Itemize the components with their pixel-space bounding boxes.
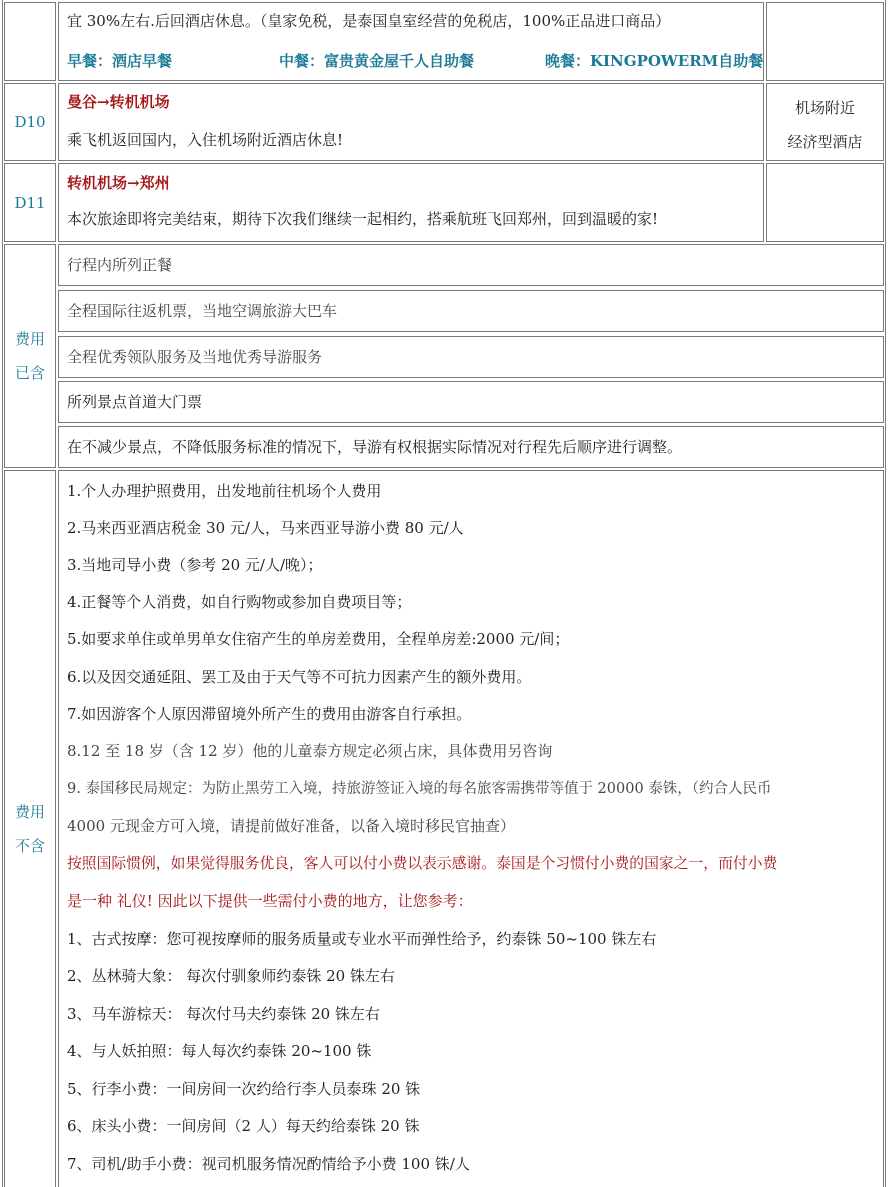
day-d11-title: 转机机场→郑州 <box>67 174 170 192</box>
excluded-item-5: 5.如要求单住或单男单女住宿产生的单房差费用，全程单房差:2000 元/间； <box>67 630 570 648</box>
row-top-hotel-cell <box>766 2 884 81</box>
excluded-item-7: 7.如因游客个人原因滞留境外所产生的费用由游客自行承担。 <box>67 705 472 723</box>
excluded-item-4: 4.正餐等个人消费，如自行购物或参加自费项目等； <box>67 593 412 611</box>
tip-item-6: 6、床头小费：一间房间（2 人）每天约给泰铢 20 铢 <box>67 1117 420 1135</box>
day-label-d10 <box>4 83 56 161</box>
day-d11-content-cell <box>58 163 764 242</box>
day-d10-hotel-cell <box>766 83 884 161</box>
day-d11-text: D11 <box>14 193 46 212</box>
row-top-text: 宜 30%左右.后回酒店休息。（皇家免税，是泰国皇室经营的免税店，100%正品进口商品） <box>67 12 671 30</box>
meal-breakfast: 早餐：酒店早餐 <box>67 52 173 70</box>
excluded-item-2: 2.马来西亚酒店税金 30 元/人，马来西亚导游小费 80 元/人 <box>67 519 464 537</box>
tip-item-3: 3、马车游棕天： 每次付马夫约泰铢 20 铢左右 <box>67 1005 380 1023</box>
day-d10-text-line: 乘飞机返回国内，入住机场附近酒店休息! <box>67 131 344 149</box>
included-label-cell <box>4 244 56 468</box>
included-item-1: 行程内所列正餐 <box>67 256 173 274</box>
tip-item-4: 4、与人妖拍照：每人每次约泰铢 20~100 铢 <box>67 1042 372 1060</box>
excluded-item-8: 8.12 至 18 岁（含 12 岁）他的儿童泰方规定必须占床，具体费用另咨询 <box>67 742 553 760</box>
tip-item-2: 2、丛林骑大象： 每次付驯象师约泰铢 20 铢左右 <box>67 967 395 985</box>
included-item-4-cell <box>58 381 884 423</box>
excluded-item-9: 9. 泰国移民局规定：为防止黑劳工入境，持旅游签证入境的每名旅客需携带等值于 20000 泰铢，（约合人民币 <box>67 781 772 797</box>
row-top-content-cell <box>58 2 764 81</box>
excluded-label-cell <box>4 470 56 1187</box>
included-item-4: 所列景点首道大门票 <box>67 393 203 411</box>
included-item-2: 全程国际往返机票，当地空调旅游大巴车 <box>67 302 338 320</box>
included-item-5: 在不减少景点，不降低服务标准的情况下，导游有权根据实际情况对行程先后顺序进行调整。 <box>67 438 683 456</box>
tip-item-7: 7、司机/助手小费：视司机服务情况酌情给予小费 100 铢/人 <box>67 1155 470 1173</box>
included-item-3: 全程优秀领队服务及当地优秀导游服务 <box>67 348 323 366</box>
excluded-item-6: 6.以及因交通延阻、罢工及由于天气等不可抗力因素产生的额外费用。 <box>67 668 532 686</box>
excluded-item-9b: 4000 元现金方可入境，请提前做好准备，以备入境时移民官抽查） <box>67 817 515 835</box>
hotel-line-2: 经济型酒店 <box>787 133 863 151</box>
excluded-label-2: 不含 <box>14 837 45 855</box>
included-item-1-cell <box>58 244 884 286</box>
included-item-3-cell <box>58 336 884 378</box>
excluded-item-3: 3.当地司导小费（参考 20 元/人/晚）； <box>67 556 323 574</box>
row-top-label-cell <box>4 2 56 81</box>
day-d11-text-line: 本次旅途即将完美结束，期待下次我们继续一起相约，搭乘航班飞回郑州，回到温暖的家! <box>67 210 659 228</box>
day-d10-content-cell <box>58 83 764 161</box>
tip-item-1: 1、古式按摩：您可视按摩师的服务质量或专业水平而弹性给予，约泰铢 50~100 铢左右 <box>67 930 657 948</box>
excluded-label-1: 费用 <box>14 803 45 821</box>
day-d10-text: D10 <box>14 113 46 131</box>
tip-notice-1: 按照国际惯例，如果觉得服务优良，客人可以付小费以表示感谢。泰国是个习惯付小费的国家之一，而付小费 <box>67 855 778 872</box>
included-label-2: 已含 <box>14 364 45 382</box>
day-d10-title: 曼谷→转机机场 <box>67 93 170 111</box>
excluded-item-1: 1.个人办理护照费用，出发地前往机场个人费用 <box>67 482 382 500</box>
day-d11-hotel-cell <box>766 163 884 242</box>
day-label-d11 <box>4 163 56 242</box>
included-item-2-cell <box>58 290 884 332</box>
tip-notice-2: 是一种 礼仪! 因此以下提供一些需付小费的地方，让您参考： <box>67 892 473 910</box>
meal-dinner: 晚餐：KINGPOWERM自助餐 <box>545 52 764 70</box>
excluded-content-cell <box>58 470 884 1187</box>
included-label-1: 费用 <box>14 330 45 348</box>
hotel-line-1: 机场附近 <box>794 99 855 117</box>
tip-item-5: 5、行李小费：一间房间一次约给行李人员泰珠 20 铢 <box>67 1080 421 1098</box>
meal-lunch: 中餐：富贵黄金屋千人自助餐 <box>279 52 475 70</box>
included-item-5-cell <box>58 426 884 468</box>
